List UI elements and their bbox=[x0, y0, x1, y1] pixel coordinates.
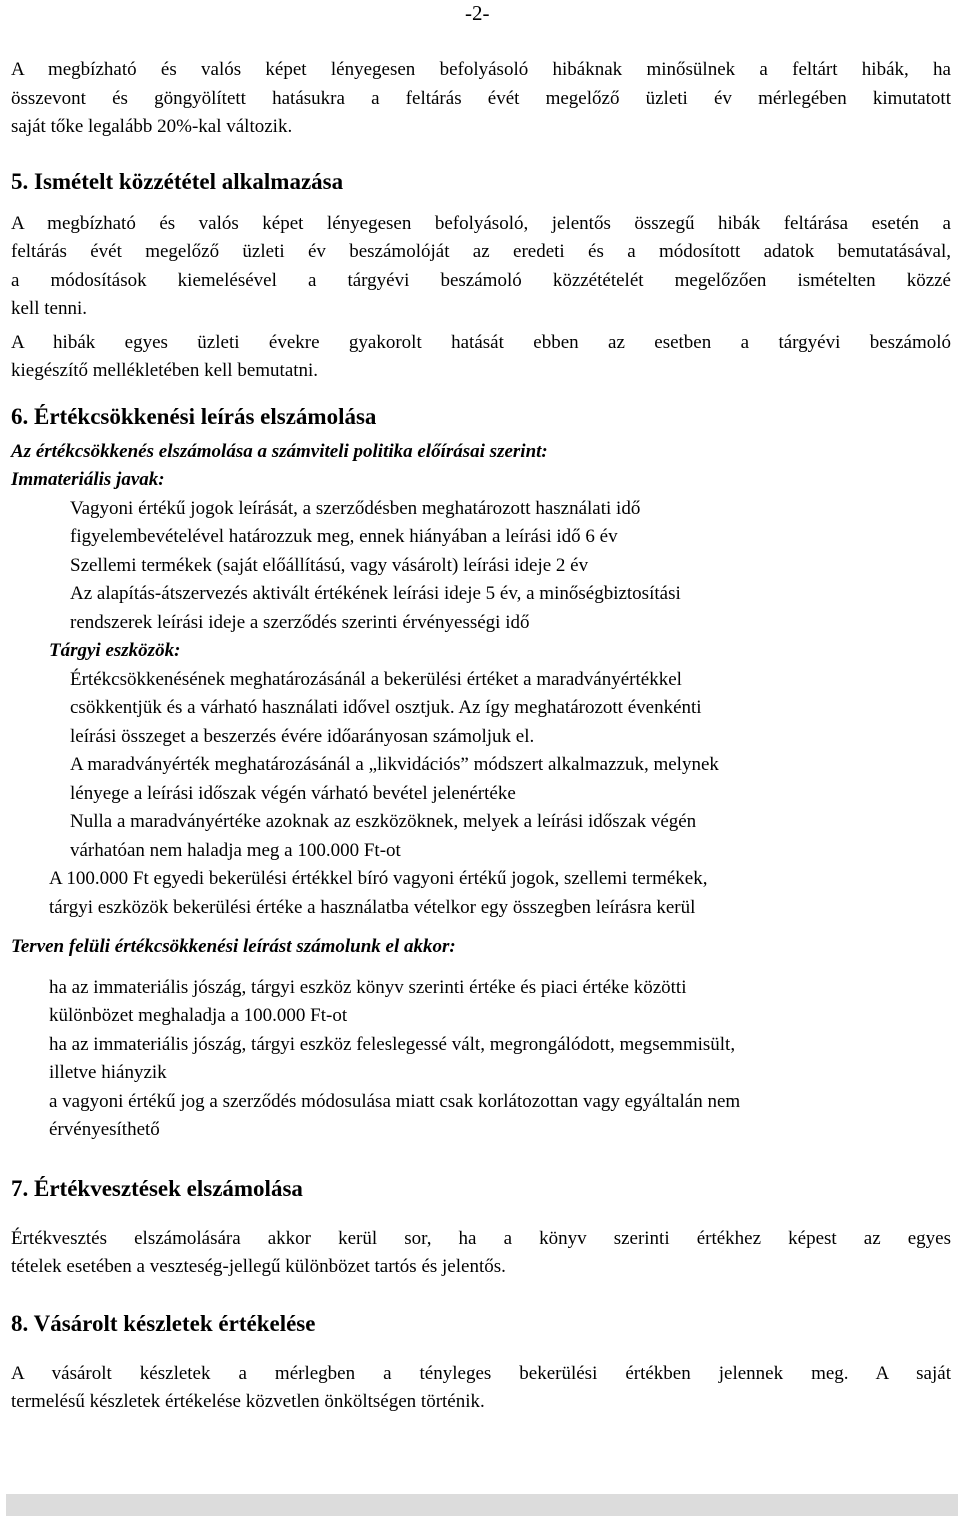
text-line: Értékcsökkenésének meghatározásánál a bekerülési értéket a maradványértékkel bbox=[70, 668, 682, 690]
text-line: tárgyi eszközök bekerülési értéke a használatba vételkor egy összegben leírásra kerül bbox=[49, 896, 696, 918]
text-line: A megbízható és valós képet lényegesen befolyásoló hibáknak minősülnek a feltárt hibák, ha bbox=[11, 59, 951, 80]
text-line: Az alapítás-átszervezés aktivált értékének leírási ideje 5 év, a minőségbiztosítási bbox=[70, 583, 681, 604]
text-line: csökkentjük és a várható használati idővel osztjuk. Az így meghatározott évenkénti bbox=[70, 697, 702, 718]
text-line: rendszerek leírási ideje a szerződés szerinti érvényességi idő bbox=[70, 611, 530, 633]
intangible-assets-list bbox=[11, 495, 951, 638]
section-5-paragraph-1 bbox=[11, 210, 951, 324]
text-line: érvényesíthető bbox=[49, 1119, 160, 1140]
text-line: termelésű készletek értékelése közvetlen önköltségen történik. bbox=[11, 1391, 485, 1412]
tangible-assets-list bbox=[11, 666, 951, 866]
text-line: Nulla a maradványértéke azoknak az eszközöknek, melyek a leírási időszak végén bbox=[70, 811, 697, 832]
text-line: A megbízható és valós képet lényegesen befolyásoló, jelentős összegű hibák feltárása esetén a bbox=[11, 212, 951, 234]
document-body bbox=[11, 56, 951, 1417]
footer-bar bbox=[6, 1494, 958, 1516]
section-5-paragraph-2 bbox=[11, 329, 951, 386]
text-line: a módosítások kiemelésével a tárgyévi beszámoló közzétételét megelőzően ismételten közzé bbox=[11, 269, 951, 291]
text-line: figyelembevételével határozzuk meg, ennek hiányában a leírási idő 6 év bbox=[70, 526, 618, 547]
text-line: A maradványérték meghatározásánál a „likvidációs” módszert alkalmazzuk, melynek bbox=[70, 754, 719, 775]
text-line: összevont és göngyölített hatásukra a feltárás évét megelőző üzleti év mérlegében kimutatott bbox=[11, 87, 951, 109]
text-line: különbözet meghaladja a 100.000 Ft-ot bbox=[49, 1005, 348, 1026]
section-5-heading: 5. Ismételt közzététel alkalmazása bbox=[11, 168, 344, 194]
text-line: A 100.000 Ft egyedi bekerülési értékkel bíró vagyoni értékű jogok, szellemi termékek, bbox=[49, 868, 708, 889]
text-line: ha az immateriális jószág, tárgyi eszköz könyv szerinti értéke és piaci értéke közötti bbox=[49, 976, 687, 998]
text-line: kell tenni. bbox=[11, 298, 87, 319]
page-number: -2- bbox=[465, 1, 490, 25]
text-line: tételek esetében a veszteség-jellegű különbözet tartós és jelentős. bbox=[11, 1256, 506, 1277]
intangible-assets-label: Immateriális javak: bbox=[11, 469, 165, 490]
section-7-heading: 7. Értékvesztések elszámolása bbox=[11, 1175, 303, 1201]
section-8-heading: 8. Vásárolt készletek értékelése bbox=[11, 1310, 316, 1336]
text-line: saját tőke legalább 20%-kal változik. bbox=[11, 116, 293, 137]
text-line: A vásárolt készletek a mérlegben a tényleges bekerülési értékben jelennek meg. A saját bbox=[11, 1362, 951, 1384]
text-line: lényege a leírási időszak végén várható bevétel jelenértéke bbox=[70, 782, 516, 804]
text-line: Értékvesztés elszámolására akkor kerül sor, ha a könyv szerinti értékhez képest az egyes bbox=[11, 1227, 951, 1249]
text-line: A hibák egyes üzleti évekre gyakorolt hatását ebben az esetben a tárgyévi beszámoló bbox=[11, 331, 951, 353]
section-8-paragraph bbox=[11, 1360, 951, 1417]
section-6-heading: 6. Értékcsökkenési leírás elszámolása bbox=[11, 403, 377, 429]
tangible-assets-label: Tárgyi eszközök: bbox=[49, 640, 181, 661]
text-line: feltárás évét megelőző üzleti év beszámolóját az eredeti és a módosított adatok bemutatásával, bbox=[11, 241, 951, 262]
section-6-subheading: Az értékcsökkenés elszámolása a számviteli politika előírásai szerint: bbox=[11, 440, 548, 462]
text-line: a vagyoni értékű jog a szerződés módosulása miatt csak korlátozottan vagy egyáltalán nem bbox=[49, 1090, 741, 1112]
text-line: Szellemi termékek (saját előállítású, vagy vásárolt) leírási ideje 2 év bbox=[70, 554, 589, 576]
extraordinary-depreciation-label: Terven felüli értékcsökkenési leírást számolunk el akkor: bbox=[11, 936, 456, 957]
text-line: várhatóan nem haladja meg a 100.000 Ft-ot bbox=[70, 839, 401, 861]
text-line: kiegészítő mellékletében kell bemutatni. bbox=[11, 360, 319, 381]
small-value-rule bbox=[11, 865, 951, 922]
text-line: illetve hiányzik bbox=[49, 1062, 167, 1083]
extraordinary-depreciation-list bbox=[11, 974, 951, 1145]
text-line: leírási összeget a beszerzés évére időarányosan számoljuk el. bbox=[70, 725, 535, 747]
section-7-paragraph bbox=[11, 1225, 951, 1282]
text-line: ha az immateriális jószág, tárgyi eszköz feleslegessé vált, megrongálódott, megsemmisült, bbox=[49, 1033, 736, 1055]
intro-paragraph bbox=[11, 56, 951, 142]
text-line: Vagyoni értékű jogok leírását, a szerződésben meghatározott használati idő bbox=[70, 497, 641, 519]
